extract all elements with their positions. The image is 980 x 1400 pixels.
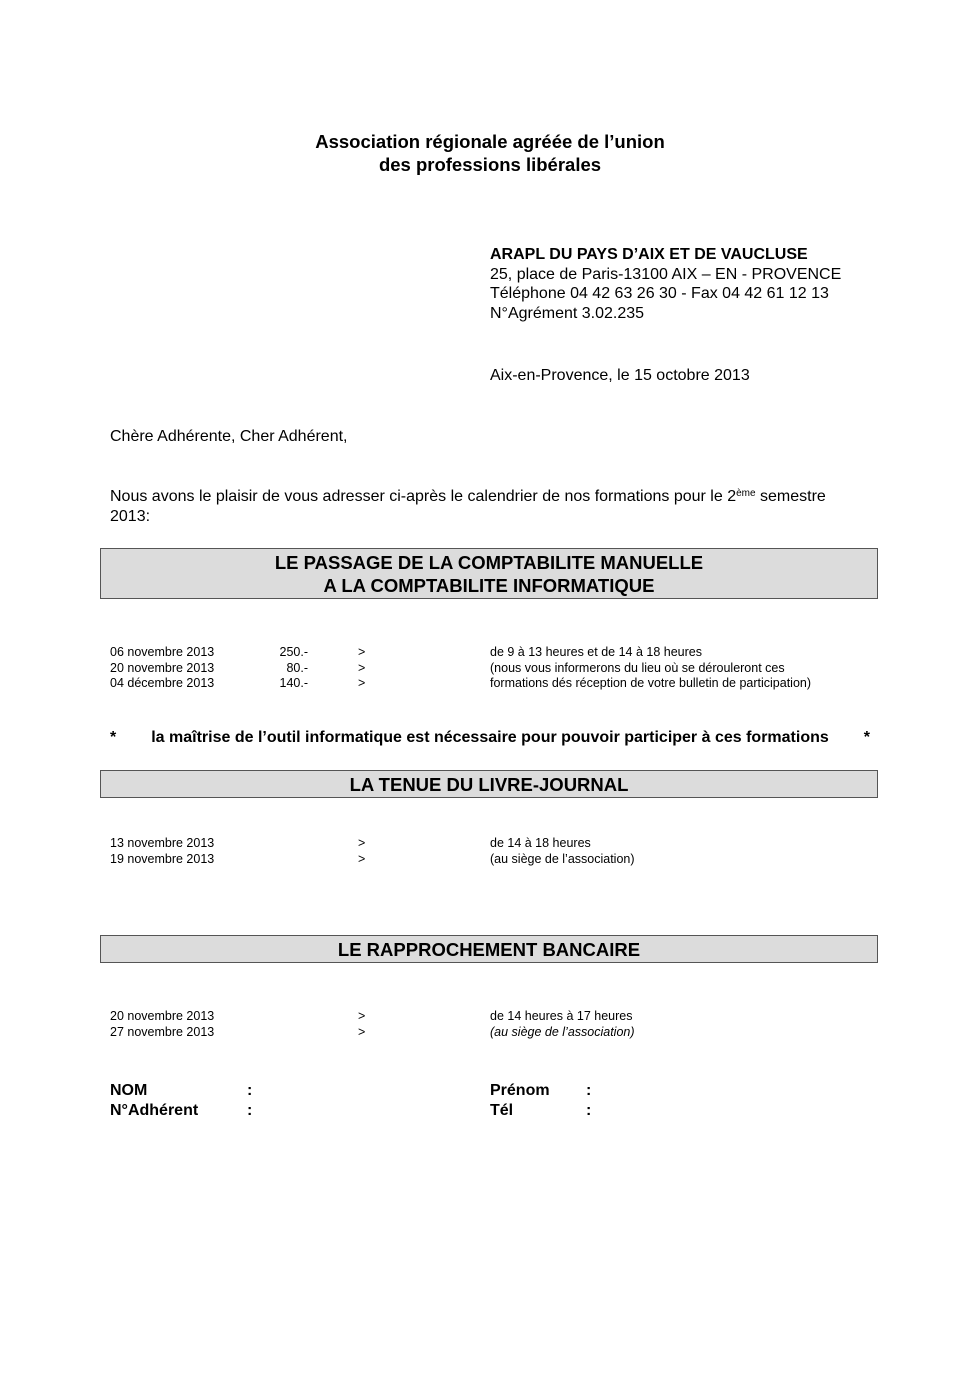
arrow-glyph: > bbox=[358, 645, 366, 659]
section-1-note bbox=[110, 728, 870, 748]
schedule-info: (au siège de l’association) bbox=[490, 851, 635, 866]
schedule-date: 20 novembre 2013 bbox=[110, 660, 215, 675]
arrow-glyph: > bbox=[358, 660, 366, 675]
prenom-colon: : bbox=[586, 1082, 592, 1099]
intro-superscript: ème bbox=[736, 488, 756, 499]
header-line-1: Association régionale agréée de l’union bbox=[315, 131, 665, 152]
intro-line-2: 2013: bbox=[110, 508, 151, 525]
participant-form bbox=[0, 1081, 980, 1121]
prenom-label: Prénom bbox=[490, 1082, 550, 1099]
schedule-info: (nous vous informerons du lieu où se dérouleront ces bbox=[490, 660, 785, 675]
section-1-schedule bbox=[0, 645, 980, 695]
schedule-date: 20 novembre 2013 bbox=[110, 1009, 215, 1023]
arrow-glyph: > bbox=[358, 851, 366, 866]
schedule-price: 250.- bbox=[279, 645, 308, 659]
header-line-2: des professions libérales bbox=[378, 154, 602, 175]
adherent-colon: : bbox=[247, 1101, 253, 1119]
address-street: 25, place de Paris-13100 AIX – EN - PROVENCE bbox=[490, 265, 842, 283]
schedule-info: de 9 à 13 heures et de 14 à 18 heures bbox=[490, 645, 702, 659]
schedule-date: 27 novembre 2013 bbox=[110, 1024, 215, 1039]
schedule-date: 13 novembre 2013 bbox=[110, 836, 215, 850]
note-text: la maîtrise de l’outil informatique est nécessaire pour pouvoir participer à ces formations bbox=[151, 729, 829, 746]
document-header bbox=[0, 130, 980, 176]
address-phone: Téléphone 04 42 63 26 30 - Fax 04 42 61 12 13 bbox=[490, 285, 829, 302]
section-1-title-line-1: LE PASSAGE DE LA COMPTABILITE MANUELLE bbox=[274, 552, 704, 573]
nom-label: NOM bbox=[110, 1082, 148, 1099]
tel-colon: : bbox=[586, 1101, 592, 1119]
section-2-schedule bbox=[0, 836, 980, 870]
arrow-glyph: > bbox=[358, 1024, 366, 1039]
schedule-price: 140.- bbox=[279, 676, 308, 690]
schedule-date: 04 décembre 2013 bbox=[110, 676, 215, 690]
schedule-info: de 14 heures à 17 heures bbox=[490, 1009, 633, 1023]
arrow-glyph: > bbox=[358, 676, 366, 690]
intro-part-1: Nous avons le plaisir de vous adresser ci-après le calendrier de nos formations pour le 2 bbox=[110, 488, 737, 505]
address-agrement: N°Agrément 3.02.235 bbox=[490, 304, 645, 322]
section-3-title: LE RAPPROCHEMENT BANCAIRE bbox=[337, 939, 641, 960]
section-3-schedule bbox=[0, 1009, 980, 1043]
section-2-title-box bbox=[100, 770, 878, 798]
arrow-glyph: > bbox=[358, 836, 366, 850]
address-block bbox=[490, 245, 841, 323]
nom-colon: : bbox=[247, 1082, 253, 1099]
schedule-info: (au siège de l’association) bbox=[490, 1024, 635, 1039]
note-star-right: * bbox=[863, 729, 870, 746]
tel-label: Tél bbox=[490, 1101, 514, 1119]
schedule-info: de 14 à 18 heures bbox=[490, 836, 591, 850]
schedule-date: 19 novembre 2013 bbox=[110, 851, 215, 866]
schedule-info: formations dés réception de votre bulletin de participation) bbox=[490, 676, 812, 690]
date-line: Aix-en-Provence, le 15 octobre 2013 bbox=[490, 367, 750, 384]
greeting: Chère Adhérente, Cher Adhérent, bbox=[110, 428, 348, 445]
section-2-title: LA TENUE DU LIVRE-JOURNAL bbox=[349, 774, 629, 795]
schedule-price: 80.- bbox=[286, 660, 308, 675]
section-1-title-line-2: A LA COMPTABILITE INFORMATIQUE bbox=[323, 575, 655, 596]
section-1-title-box bbox=[100, 548, 878, 599]
arrow-glyph: > bbox=[358, 1009, 366, 1023]
note-star-left: * bbox=[110, 729, 117, 746]
schedule-date: 06 novembre 2013 bbox=[110, 645, 215, 659]
section-3-title-box bbox=[100, 935, 878, 963]
intro-paragraph bbox=[110, 487, 870, 527]
intro-part-2: semestre bbox=[755, 488, 826, 505]
address-name: ARAPL DU PAYS D’AIX ET DE VAUCLUSE bbox=[490, 246, 808, 263]
adherent-label: N°Adhérent bbox=[110, 1101, 199, 1119]
